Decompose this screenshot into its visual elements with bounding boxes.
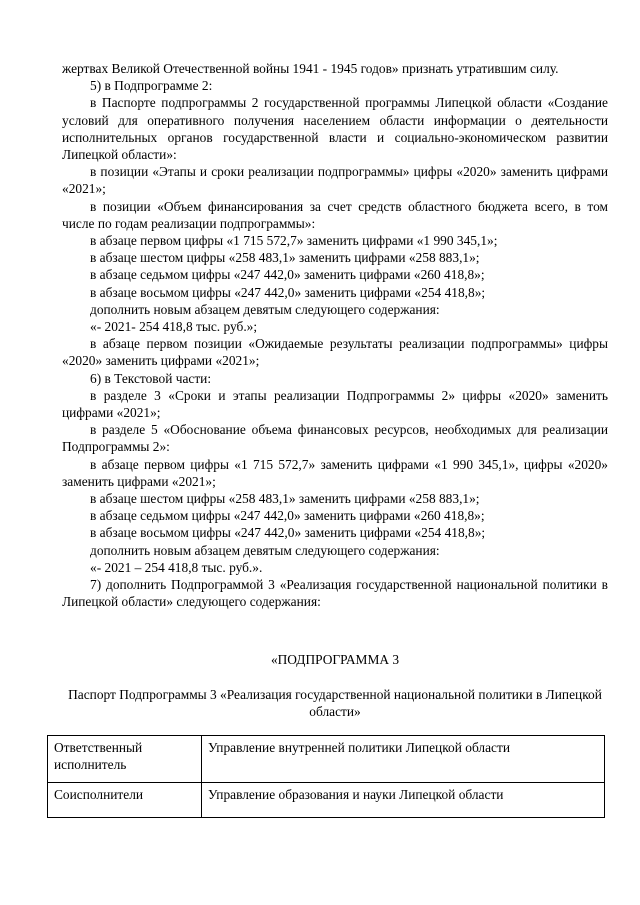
paragraph-item-5: 5) в Подпрограмме 2: (90, 78, 213, 94)
paragraph-expected-results: в абзаце первом позиции «Ожидаемые результаты реализации подпрограммы» цифры «2020» заменить цифрами «2021»; (62, 336, 608, 369)
table-row (48, 783, 605, 818)
paragraph-section-3: в разделе 3 «Сроки и этапы реализации Подпрограммы 2» цифры «2020» заменить цифрами «2021»; (62, 387, 608, 421)
document-body (62, 60, 608, 611)
paragraph-item-7: 7) дополнить Подпрограммой 3 «Реализация государственной национальной политики в Липецкой области» следующего содержания: (62, 577, 608, 610)
table-cell-label: Соисполнители (48, 783, 202, 818)
paragraph-s5-abz-1: в абзаце первом цифры «1 715 572,7» заменить цифрами «1 990 345,1», цифры «2020» заменить цифрами «2021»; (62, 456, 608, 489)
paragraph-s5-add-9: дополнить новым абзацем девятым следующего содержания: (90, 542, 440, 558)
paragraph-item-6: 6) в Текстовой части: (90, 370, 212, 386)
paragraph-abz-6: в абзаце шестом цифры «258 483,1» заменить цифрами «258 883,1»; (90, 250, 480, 266)
paragraph-2021-amount: «- 2021- 254 418,8 тыс. руб.»; (90, 319, 258, 335)
paragraph-passport-2: в Паспорте подпрограммы 2 государственной программы Липецкой области «Создание условий для оперативного получения населением области информации о деятельности исполнительных органов государственной власти и социально-экономическом развитии Липецкой области»: (62, 95, 608, 163)
table-cell-value: Управление образования и науки Липецкой области (202, 783, 605, 818)
passport-table (47, 735, 605, 818)
paragraph-s5-abz-8: в абзаце восьмом цифры «247 442,0» заменить цифрами «254 418,8»; (90, 525, 486, 541)
subprogram-title: «ПОДПРОГРАММА 3 (270, 652, 400, 667)
paragraph-financing: в позиции «Объем финансирования за счет средств областного бюджета всего, в том числе по годам реализации подпрограммы»: (62, 198, 608, 231)
paragraph-s5-2021-amount: «- 2021 – 254 418,8 тыс. руб.». (90, 559, 263, 575)
paragraph-abz-7: в абзаце седьмом цифры «247 442,0» заменить цифрами «260 418,8»; (90, 267, 485, 283)
table-row (48, 736, 605, 783)
paragraph-continuation: жертвах Великой Отечественной войны 1941 - 1945 годов» признать утратившим силу. (62, 61, 559, 76)
table-cell-label: Ответственный исполнитель (48, 736, 202, 783)
table-cell-value: Управление внутренней политики Липецкой области (202, 736, 605, 783)
paragraph-stages: в позиции «Этапы и сроки реализации подпрограммы» цифры «2020» заменить цифрами «2021»; (62, 164, 608, 197)
paragraph-s5-abz-7: в абзаце седьмом цифры «247 442,0» заменить цифрами «260 418,8»; (90, 508, 485, 524)
paragraph-add-9: дополнить новым абзацем девятым следующего содержания: (90, 301, 440, 317)
paragraph-abz-1: в абзаце первом цифры «1 715 572,7» заменить цифрами «1 990 345,1»; (90, 233, 498, 249)
paragraph-s5-abz-6: в абзаце шестом цифры «258 483,1» заменить цифрами «258 883,1»; (90, 491, 480, 507)
paragraph-section-5: в разделе 5 «Обоснование объема финансовых ресурсов, необходимых для реализации Подпрограммы 2»: (62, 422, 608, 455)
paragraph-abz-8: в абзаце восьмом цифры «247 442,0» заменить цифрами «254 418,8»; (90, 284, 486, 300)
passport-title: Паспорт Подпрограммы 3 «Реализация государственной национальной политики в Липецкой области» (68, 687, 602, 720)
